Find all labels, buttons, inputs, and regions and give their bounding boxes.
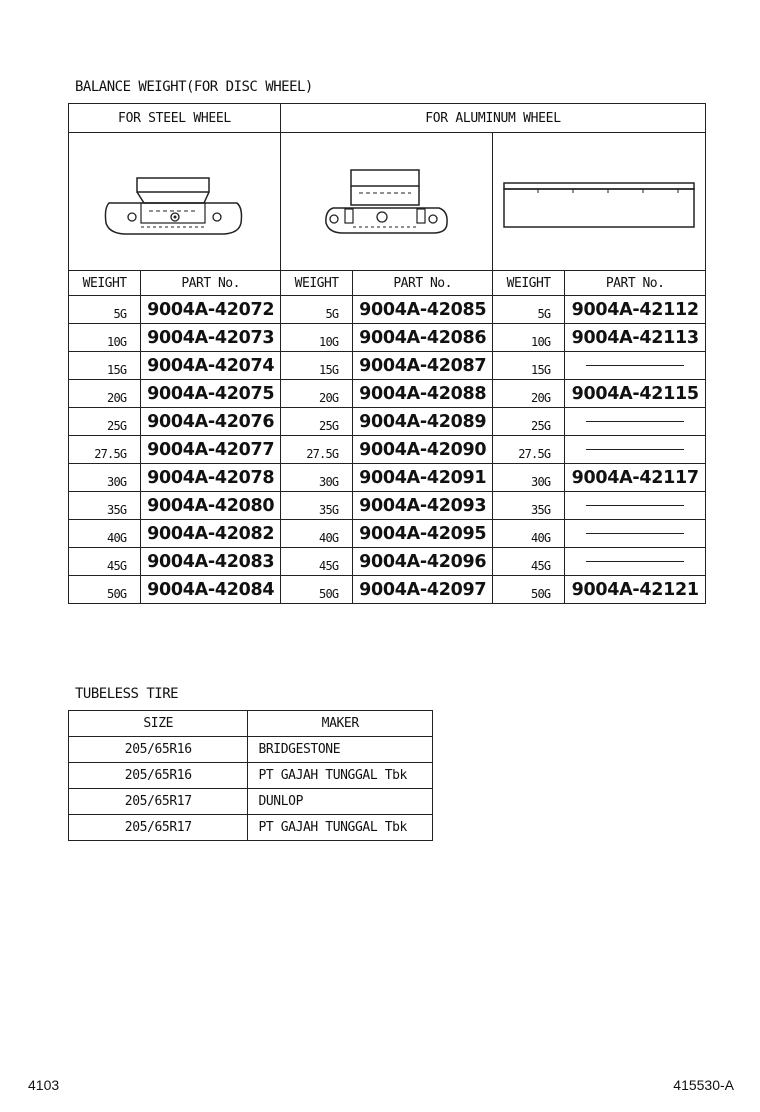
part-number-alu-adhesive (565, 520, 706, 548)
weight-cell: 25G (69, 408, 141, 436)
weight-cell: 27.5G (493, 436, 565, 464)
part-number-alu-adhesive: 9004A-42115 (565, 380, 706, 408)
part-number-steel: 9004A-42072 (141, 296, 281, 324)
table-row (69, 436, 706, 464)
tire-size-cell: 205/65R17 (69, 815, 248, 841)
weight-cell: 35G (69, 492, 141, 520)
weight-cell: 40G (281, 520, 353, 548)
weight-cell: 30G (493, 464, 565, 492)
part-number-alu-clip: 9004A-42089 (353, 408, 493, 436)
alu-clip-weight-illustration (281, 133, 493, 271)
weight-cell: 25G (281, 408, 353, 436)
weight-cell: 50G (69, 576, 141, 604)
col-maker: MAKER (248, 711, 433, 737)
alu-clip-weight-icon (281, 133, 492, 270)
weight-cell: 30G (69, 464, 141, 492)
weight-cell: 27.5G (281, 436, 353, 464)
part-number-alu-clip: 9004A-42087 (353, 352, 493, 380)
weight-cell: 10G (69, 324, 141, 352)
table-row (69, 464, 706, 492)
part-number-alu-adhesive (565, 408, 706, 436)
part-number-steel: 9004A-42076 (141, 408, 281, 436)
weight-cell: 20G (281, 380, 353, 408)
part-number-steel: 9004A-42074 (141, 352, 281, 380)
part-number-alu-adhesive (565, 548, 706, 576)
col-weight-alu2: WEIGHT (493, 271, 565, 296)
table-row (69, 815, 433, 841)
tire-size-cell: 205/65R16 (69, 737, 248, 763)
weight-cell: 5G (281, 296, 353, 324)
weight-cell: 30G (281, 464, 353, 492)
part-number-alu-clip: 9004A-42088 (353, 380, 493, 408)
part-number-alu-clip: 9004A-42091 (353, 464, 493, 492)
tire-maker-cell: BRIDGESTONE (248, 737, 433, 763)
weight-cell: 15G (281, 352, 353, 380)
not-available-dash (586, 505, 684, 506)
not-available-dash (586, 365, 684, 366)
table-row (69, 789, 433, 815)
weight-cell: 50G (493, 576, 565, 604)
weight-cell: 35G (281, 492, 353, 520)
part-number-steel: 9004A-42078 (141, 464, 281, 492)
part-number-alu-clip: 9004A-42086 (353, 324, 493, 352)
steel-weight-illustration (69, 133, 281, 271)
tire-maker-cell: DUNLOP (248, 789, 433, 815)
part-number-alu-clip: 9004A-42093 (353, 492, 493, 520)
weight-cell: 40G (69, 520, 141, 548)
group-header-aluminum: FOR ALUMINUM WHEEL (281, 104, 706, 133)
table-row (69, 408, 706, 436)
table-row (69, 324, 706, 352)
table-row (69, 576, 706, 604)
part-number-steel: 9004A-42083 (141, 548, 281, 576)
part-number-alu-clip: 9004A-42095 (353, 520, 493, 548)
weight-cell: 5G (69, 296, 141, 324)
part-number-steel: 9004A-42075 (141, 380, 281, 408)
not-available-dash (586, 449, 684, 450)
weight-cell: 15G (493, 352, 565, 380)
tubeless-tire-title: TUBELESS TIRE (75, 686, 179, 702)
part-number-alu-clip: 9004A-42096 (353, 548, 493, 576)
part-number-alu-adhesive: 9004A-42117 (565, 464, 706, 492)
weight-cell: 10G (281, 324, 353, 352)
part-number-alu-adhesive: 9004A-42121 (565, 576, 706, 604)
weight-cell: 40G (493, 520, 565, 548)
part-number-alu-adhesive (565, 436, 706, 464)
weight-cell: 15G (69, 352, 141, 380)
part-number-steel: 9004A-42082 (141, 520, 281, 548)
tire-size-cell: 205/65R17 (69, 789, 248, 815)
table-row (69, 763, 433, 789)
part-number-steel: 9004A-42080 (141, 492, 281, 520)
part-number-alu-adhesive (565, 352, 706, 380)
not-available-dash (586, 421, 684, 422)
balance-weight-title: BALANCE WEIGHT(FOR DISC WHEEL) (75, 79, 313, 95)
weight-cell: 45G (493, 548, 565, 576)
part-number-alu-clip: 9004A-42090 (353, 436, 493, 464)
part-number-steel: 9004A-42084 (141, 576, 281, 604)
tubeless-tire-table (68, 710, 433, 841)
col-part-alu2: PART No. (565, 271, 706, 296)
not-available-dash (586, 561, 684, 562)
col-weight-steel: WEIGHT (69, 271, 141, 296)
weight-cell: 50G (281, 576, 353, 604)
group-header-steel: FOR STEEL WHEEL (69, 104, 281, 133)
weight-cell: 45G (69, 548, 141, 576)
steel-clip-weight-icon (69, 133, 280, 270)
weight-cell: 45G (281, 548, 353, 576)
weight-cell: 25G (493, 408, 565, 436)
table-row (69, 296, 706, 324)
part-number-steel: 9004A-42073 (141, 324, 281, 352)
part-number-alu-adhesive (565, 492, 706, 520)
table-row (69, 380, 706, 408)
part-number-alu-adhesive: 9004A-42113 (565, 324, 706, 352)
weight-cell: 10G (493, 324, 565, 352)
tire-maker-cell: PT GAJAH TUNGGAL Tbk (248, 815, 433, 841)
table-row (69, 737, 433, 763)
tire-size-cell: 205/65R16 (69, 763, 248, 789)
table-row (69, 492, 706, 520)
not-available-dash (586, 533, 684, 534)
part-number-alu-adhesive: 9004A-42112 (565, 296, 706, 324)
table-row (69, 548, 706, 576)
tire-maker-cell: PT GAJAH TUNGGAL Tbk (248, 763, 433, 789)
table-row (69, 352, 706, 380)
col-part-steel: PART No. (141, 271, 281, 296)
alu-adhesive-weight-illustration (493, 133, 706, 271)
illustration-code: 415530-A (673, 1077, 734, 1093)
weight-cell: 20G (493, 380, 565, 408)
part-number-steel: 9004A-42077 (141, 436, 281, 464)
col-part-alu1: PART No. (353, 271, 493, 296)
balance-weight-table (68, 103, 706, 604)
col-weight-alu1: WEIGHT (281, 271, 353, 296)
alu-adhesive-weight-icon (493, 133, 705, 270)
col-size: SIZE (69, 711, 248, 737)
weight-cell: 5G (493, 296, 565, 324)
weight-cell: 20G (69, 380, 141, 408)
table-row (69, 520, 706, 548)
weight-cell: 35G (493, 492, 565, 520)
page-code: 4103 (28, 1077, 60, 1093)
part-number-alu-clip: 9004A-42085 (353, 296, 493, 324)
part-number-alu-clip: 9004A-42097 (353, 576, 493, 604)
weight-cell: 27.5G (69, 436, 141, 464)
